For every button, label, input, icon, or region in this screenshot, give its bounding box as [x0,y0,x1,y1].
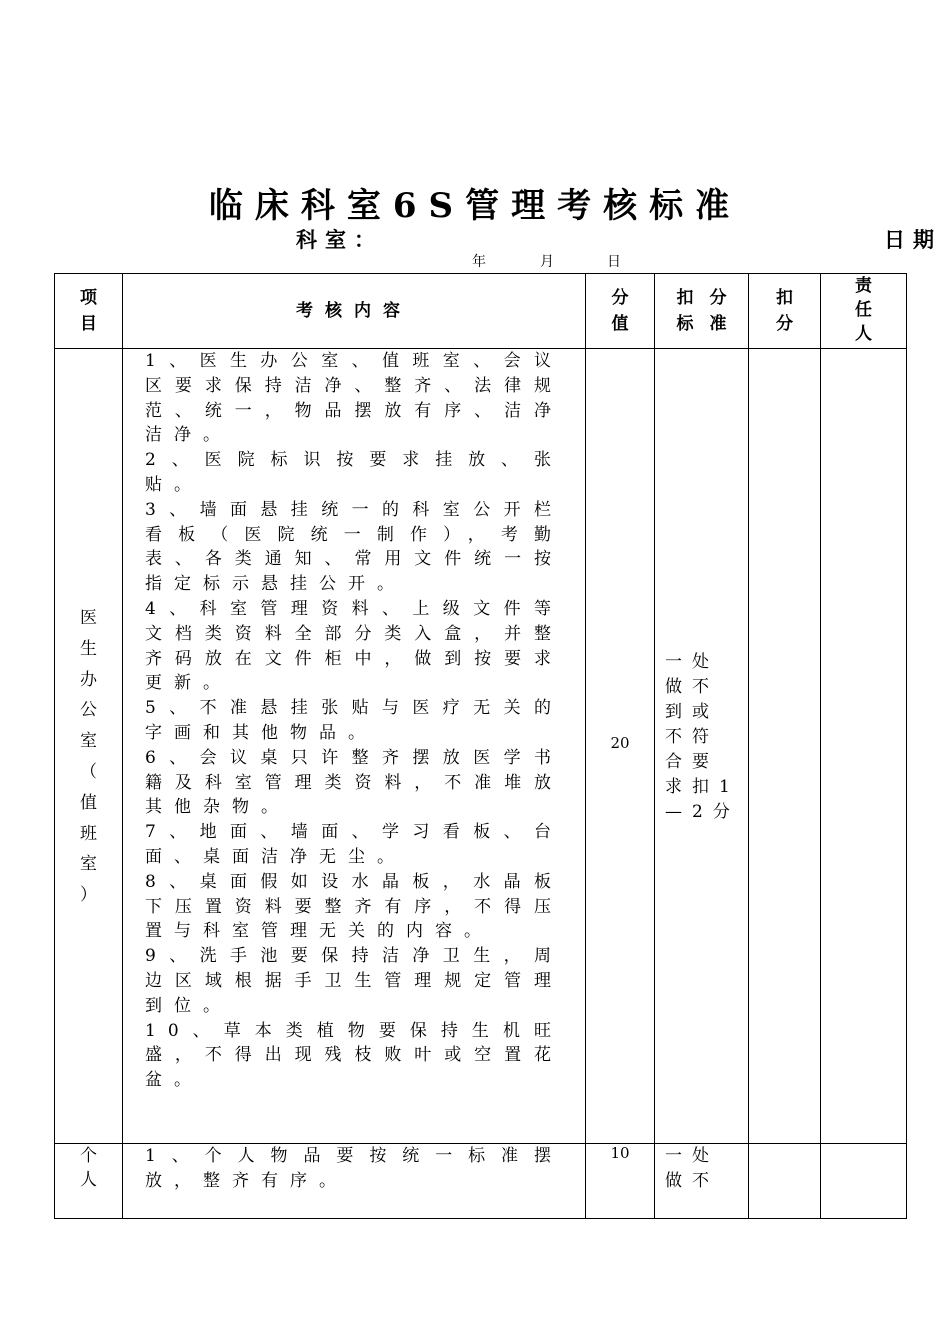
criteria-item: 4、科室管理资料、上级文件等文档类资料全部分类入盒，并整齐码放在文件柜中，做到按要求更新。 [145,598,563,694]
assessment-table [54,273,907,1219]
header-project: 项 目 [55,274,123,349]
criteria-item: 1、个人物品要按统一标准摆放，整齐有序。 [145,1146,563,1191]
standard-cell: 一处做不到或不符合要求扣1—2分 [655,349,749,1144]
content-cell [123,349,586,1144]
header-standard: 扣 分 标 准 [655,274,749,349]
project-cell: 医 生 办 公 室 （ 值 班 室 ） [55,349,123,1144]
responsible-cell[interactable] [821,1144,907,1219]
project-cell: 个 人 [55,1144,123,1219]
table-row [55,349,907,1144]
criteria-item: 9、洗手池要保持洁净卫生，周边区域根据手卫生管理规定管理到位。 [145,946,563,1016]
content-cell [123,1144,586,1219]
standard-cell: 一处做不 [655,1144,749,1219]
header-content: 考核内容 [123,274,586,349]
table-header-row [55,274,907,349]
criteria-item: 5、不准悬挂张贴与医疗无关的字画和其他物品。 [145,698,563,743]
year-label: 年 [472,254,486,270]
criteria-item: 8、桌面假如设水晶板，水晶板下压置资料要整齐有序，不得压置与科室管理无关的内容。 [145,871,563,942]
date-label: 日期 [884,227,942,252]
page-title: 临床科室6S管理考核标准 [208,186,742,226]
header-deduct: 扣 分 [749,274,821,349]
criteria-item: 2、医院标识按要求挂放、张贴。 [145,450,563,495]
deduct-cell[interactable] [749,1144,821,1219]
responsible-cell[interactable] [821,349,907,1144]
deduct-cell[interactable] [749,349,821,1144]
header-score: 分 值 [586,274,655,349]
day-label: 日 [607,254,621,270]
score-cell: 20 [586,349,655,1144]
criteria-item: 6、会议桌只许整齐摆放医学书籍及科室管理类资料，不准堆放其他杂物。 [145,747,563,818]
department-label: 科室： [296,227,383,252]
month-label: 月 [540,254,554,270]
criteria-item: 10、草本类植物要保持生机旺盛，不得出现残枝败叶或空置花盆。 [145,1020,563,1091]
header-responsible: 责 任 人 [821,274,907,349]
criteria-item: 1、医生办公室、值班室、会议区要求保持洁净、整齐、法律规范、统一，物品摆放有序、洁净洁净。 [145,351,563,446]
table-row [55,1144,907,1219]
criteria-item: 7、地面、墙面、学习看板、台面、桌面洁净无尘。 [145,822,563,867]
score-cell: 10 [586,1144,655,1219]
criteria-item: 3、墙面悬挂统一的科室公开栏看板（医院统一制作），考勤表、各类通知、常用文件统一按指定标示悬挂公开。 [145,499,563,595]
